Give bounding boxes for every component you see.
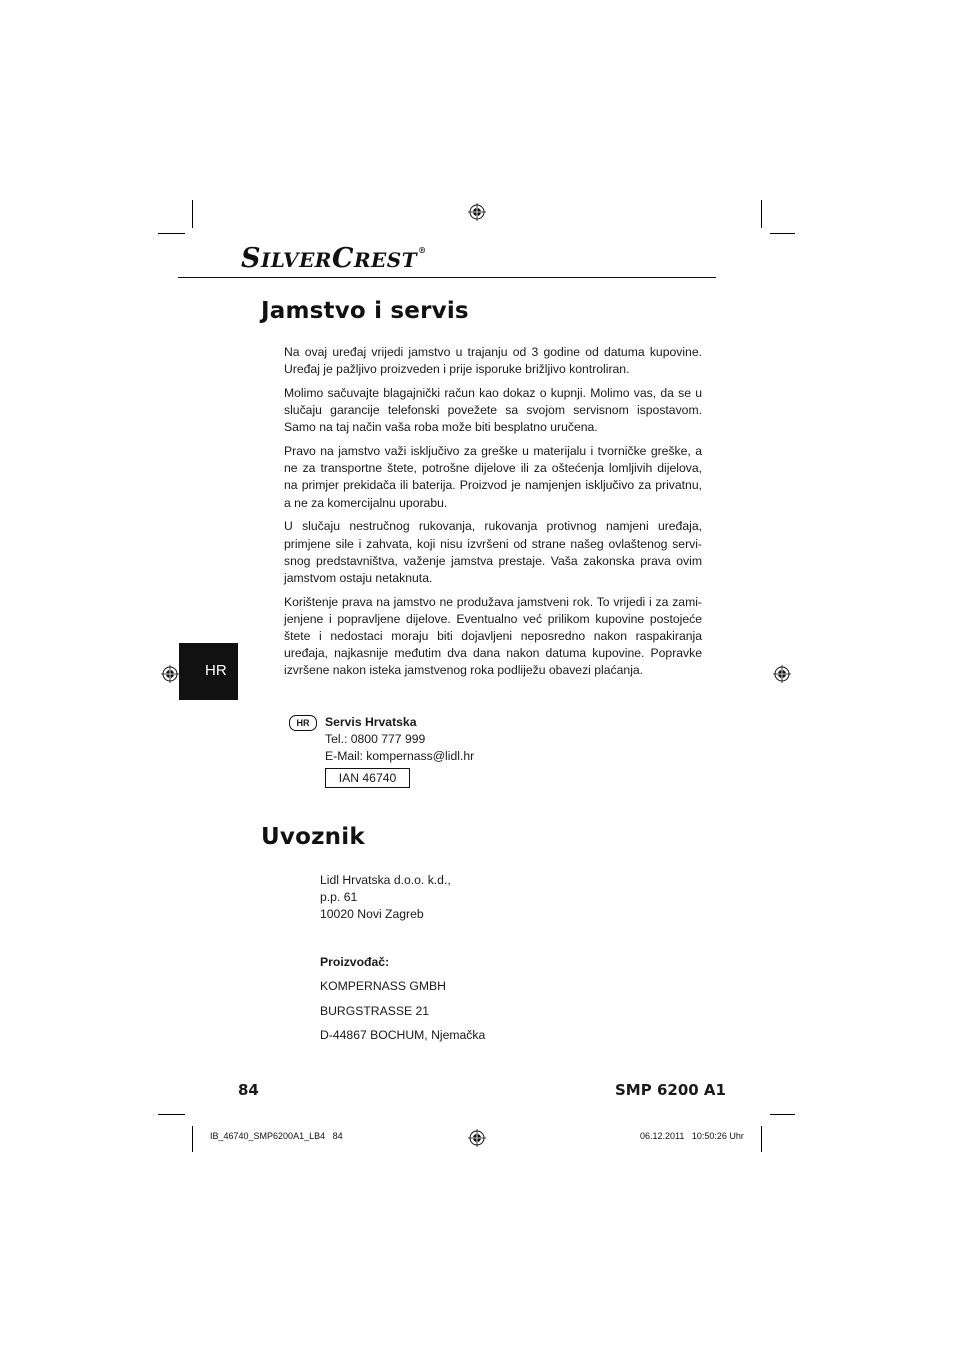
crop-mark: [158, 233, 185, 234]
crop-mark: [761, 1126, 762, 1152]
crop-mark: [770, 1114, 795, 1115]
service-name: Servis Hrvatska: [325, 715, 417, 729]
warranty-paragraph: Molimo sačuvajte blagajnički račun kao dokaz o kupnji. Molimo vas, da se u slučaju garancije telefonski povežete sa svojom servisnom ispostavom. Samo na taj način vaša roba može biti besplatno uručena.: [284, 385, 702, 435]
registration-mark-icon: [773, 665, 791, 683]
address-line: Lidl Hrvatska d.o.o. k.d.,: [320, 873, 451, 887]
importer-title: Uvoznik: [261, 824, 365, 850]
crop-mark: [192, 1126, 193, 1152]
registration-mark-icon: [468, 203, 486, 221]
service-email: E-Mail: kompernass@lidl.hr: [325, 749, 475, 763]
crop-mark: [770, 233, 795, 234]
service-contact: [325, 714, 474, 765]
warranty-paragraph: Pravo na jamstvo važi isključivo za greške u materijalu i tvorničke greške, a ne za transportne štete, potrošne dijelove ili za oštećenja lomljivih dijelova, na primjer prekidača ili baterija. Proizvod je namjenjen isključivo za privatnu, a ne za komercijalnu uporabu.: [284, 444, 702, 510]
manufacturer-line: KOMPERNASS GMBH: [320, 979, 446, 993]
warranty-paragraph: Na ovaj uređaj vrijedi jamstvo u trajanju od 3 godine od datuma kupovine. Uređaj je pažljivo proizveden i prije isporuke brižljivo kontroliran.: [284, 345, 702, 377]
file-slug: IB_46740_SMP6200A1_LB4 84: [210, 1131, 343, 1141]
warranty-text: [284, 344, 702, 686]
language-tab-label: HR: [205, 662, 227, 679]
manufacturer-line: D-44867 BOCHUM, Njemačka: [320, 1028, 486, 1042]
address-line: p.p. 61: [320, 890, 358, 904]
manufacturer-label: Proizvođač:: [320, 955, 390, 969]
manufacturer-line: BURGSTRASSE 21: [320, 1004, 430, 1018]
warranty-paragraph: U slučaju nestručnog rukovanja, rukovanja protivnog namjeni uređaja, primjene sile i zahvata, koji nisu izvršeni od strane našeg ovlaštenog servi-snog predstavništva, važenje jamstva prestaje. Vaša zakonska prava ovim jamstvom ostaju netaknuta.: [284, 519, 702, 585]
language-tab: [179, 643, 238, 700]
warranty-title: Jamstvo i servis: [261, 298, 469, 324]
importer-address: [320, 872, 451, 923]
crop-mark: [761, 200, 762, 228]
crop-mark: [158, 1114, 185, 1115]
brand-logo: SILVERCREST®: [241, 243, 427, 274]
registration-mark-icon: [161, 665, 179, 683]
country-badge: HR: [289, 715, 317, 731]
page-number: 84: [238, 1081, 259, 1099]
registration-mark-icon: [468, 1129, 486, 1147]
crop-mark: [192, 200, 193, 228]
timestamp-slug: 06.12.2011 10:50:26 Uhr: [640, 1131, 744, 1141]
model-number: SMP 6200 A1: [615, 1081, 726, 1099]
service-phone: Tel.: 0800 777 999: [325, 732, 426, 746]
address-line: 10020 Novi Zagreb: [320, 907, 424, 921]
ian-box: IAN 46740: [325, 768, 410, 788]
warranty-paragraph: Korištenje prava na jamstvo ne produžava jamstveni rok. To vrijedi i za zami-jenjene i popravljene dijelove. Eventualno već prilikom kupovine postojeće štete i nedostaci moraju biti dojavljeni neposredno nakon raspakiranja uređaja, najkasnije međutim dva dana nakon datuma kupovine. Popravke izvršene nakon isteka jamstvenog roka podliježu obavezi plaćanja.: [284, 594, 702, 678]
header-rule: [178, 277, 716, 278]
